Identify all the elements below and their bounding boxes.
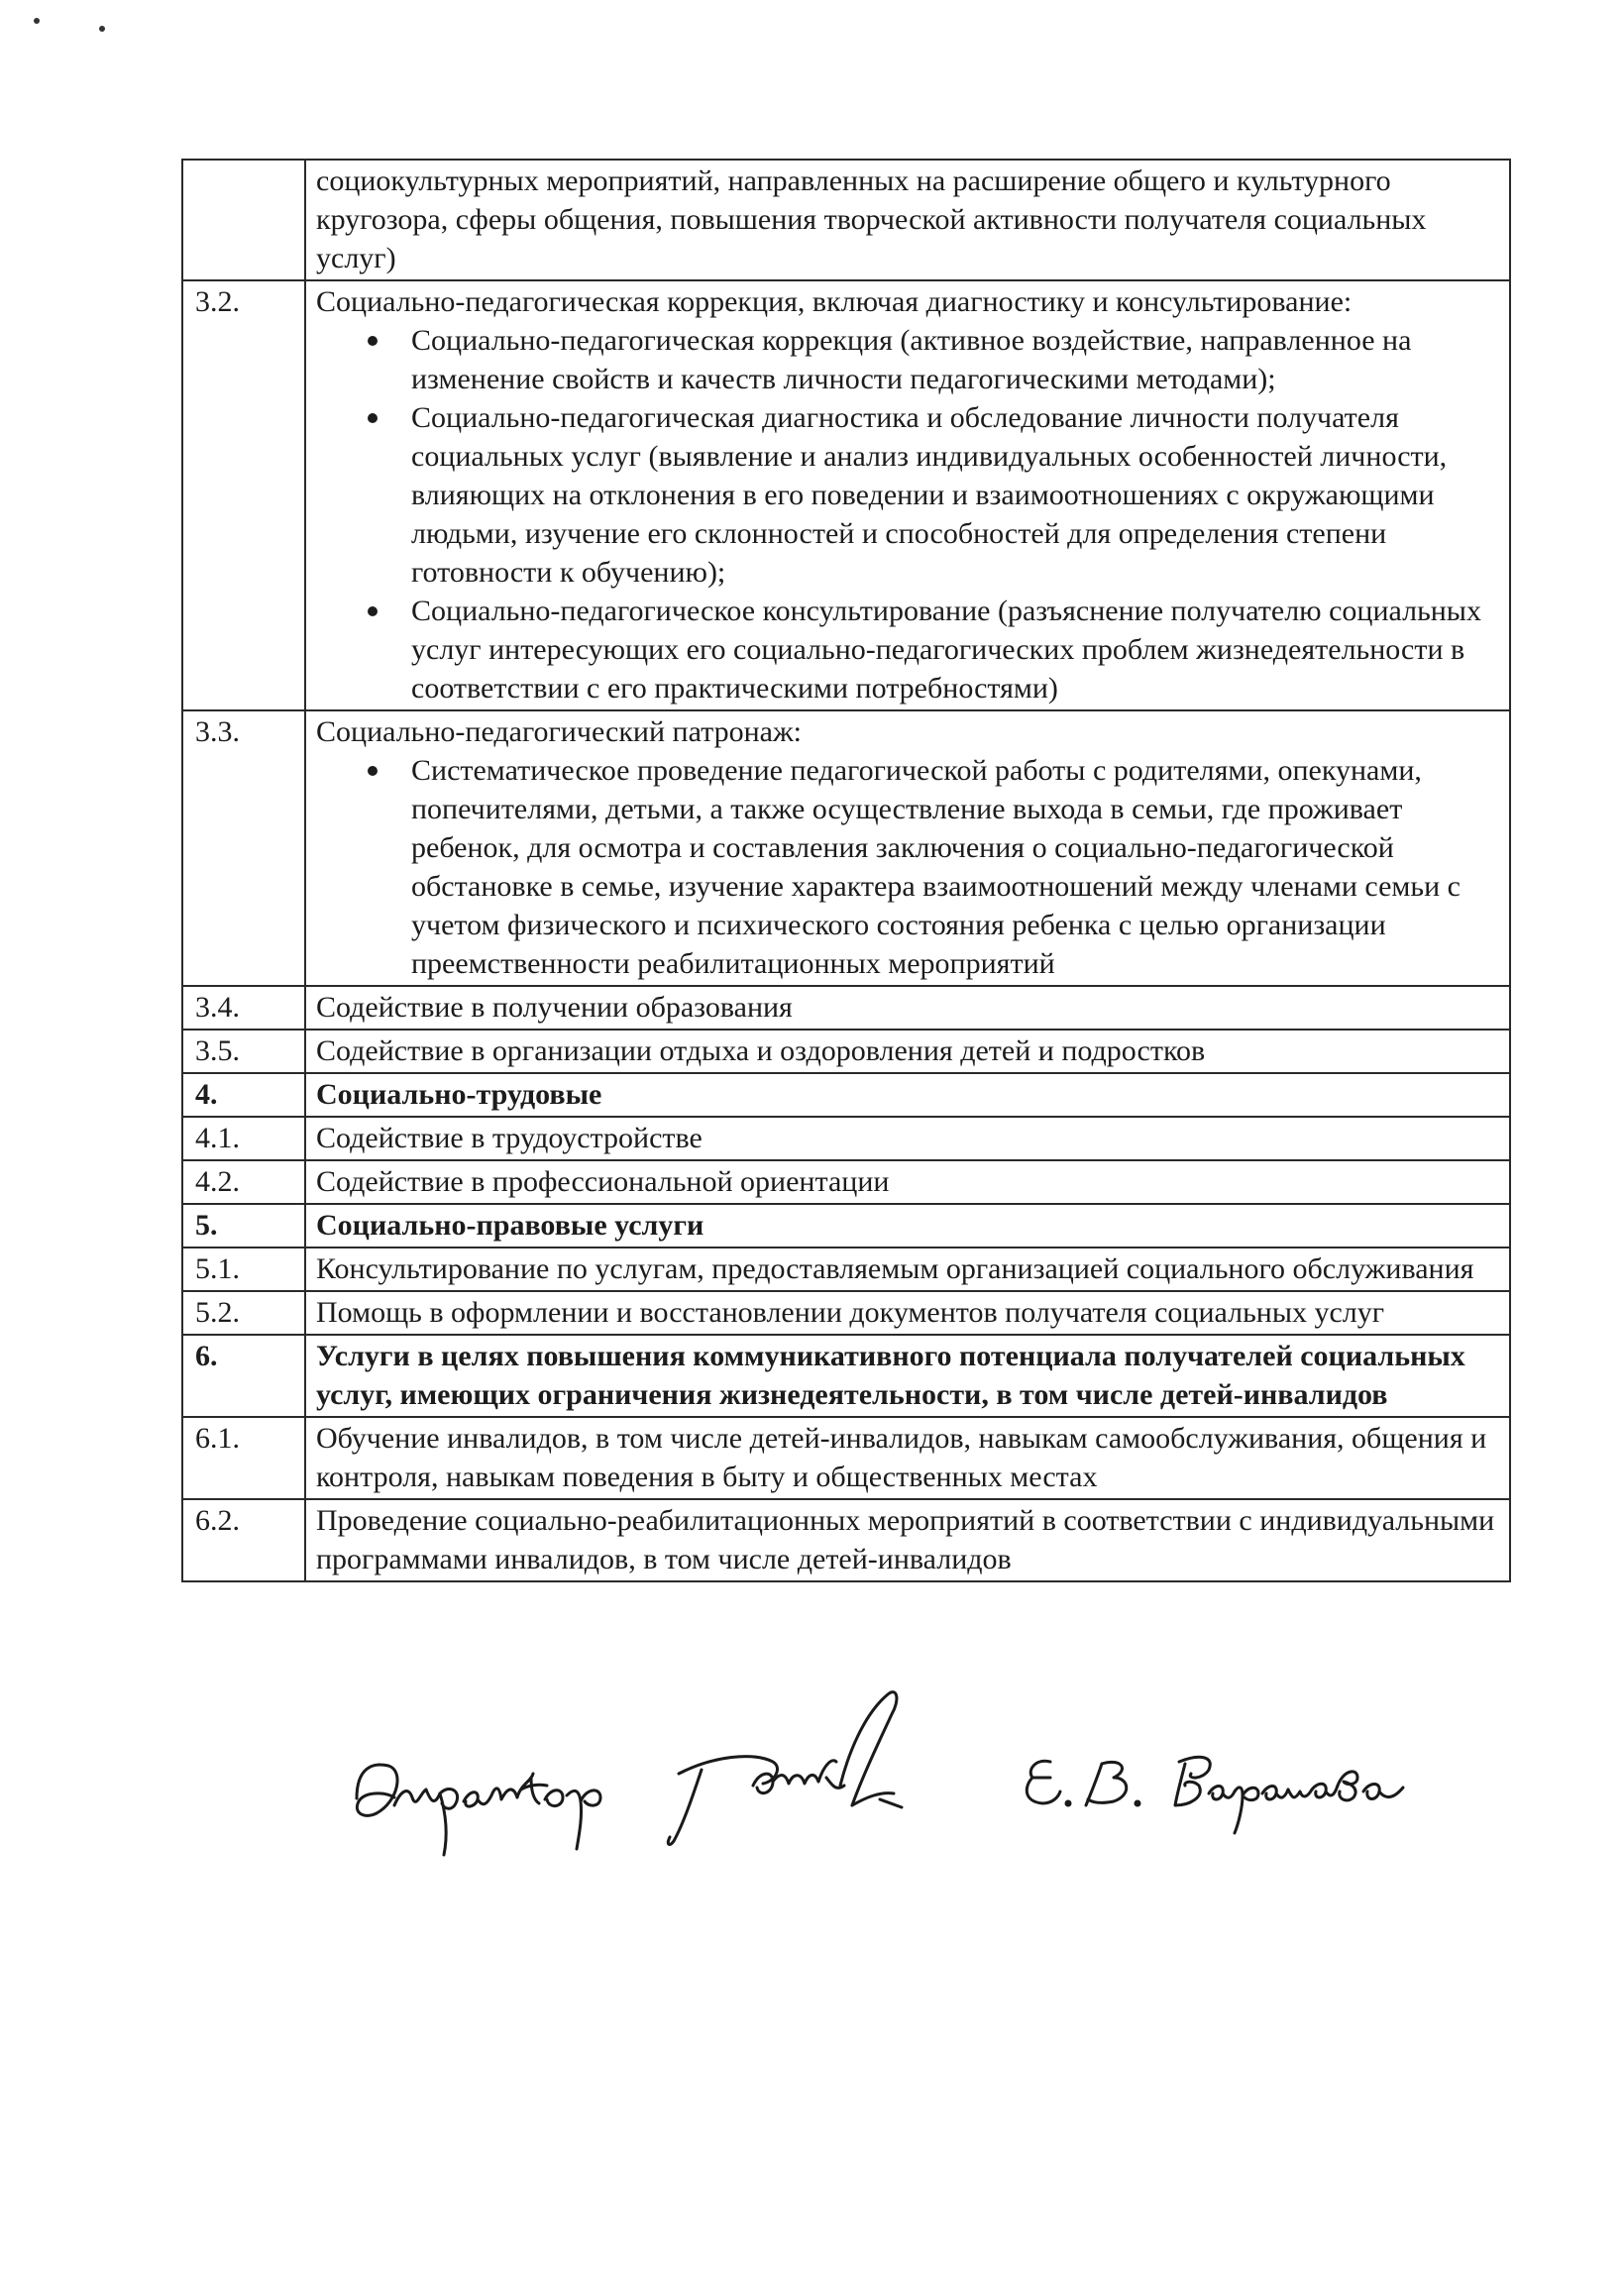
row-text: Социально-правовые услуги xyxy=(316,1209,704,1242)
row-number: 5.2. xyxy=(182,1291,305,1335)
row-number: 4. xyxy=(182,1073,305,1117)
row-text: Социально-педагогический патронаж: xyxy=(316,715,803,748)
row-content xyxy=(305,1499,1510,1581)
table-row xyxy=(182,1160,1510,1204)
bullet-list xyxy=(316,321,1499,707)
table-row xyxy=(182,280,1510,710)
scan-speck xyxy=(34,18,40,24)
row-number: 3.4. xyxy=(182,986,305,1030)
row-text: Содействие в организации отдыха и оздоровления детей и подростков xyxy=(316,1034,1206,1067)
table-row xyxy=(182,1291,1510,1335)
row-text: Содействие в получении образования xyxy=(316,991,793,1024)
row-text: Социально-педагогическая коррекция, включая диагностику и консультирование: xyxy=(316,285,1353,318)
table-row xyxy=(182,160,1510,280)
row-text: Обучение инвалидов, в том числе детей-инвалидов, навыкам самообслуживания, общения и контроля, навыкам поведения в быту и общественных местах xyxy=(316,1422,1487,1493)
table-row xyxy=(182,1073,1510,1117)
row-text: Социально-трудовые xyxy=(316,1078,602,1111)
row-number: 3.3. xyxy=(182,710,305,986)
table-row xyxy=(182,1417,1510,1499)
row-content xyxy=(305,1247,1510,1291)
row-content xyxy=(305,1335,1510,1417)
row-number: 4.2. xyxy=(182,1160,305,1204)
row-number: 4.1. xyxy=(182,1117,305,1160)
row-content xyxy=(305,986,1510,1030)
scan-speck xyxy=(99,26,105,32)
row-number: 6.1. xyxy=(182,1417,305,1499)
table-row xyxy=(182,1030,1510,1073)
row-number: 6.2. xyxy=(182,1499,305,1581)
table-row xyxy=(182,1117,1510,1160)
table-row xyxy=(182,986,1510,1030)
bullet-item: Социально-педагогическое консультирование (разъяснение получателю социальных услуг интересующих его социально-педагогических проблем жизнедеятельности в соответствии с его практическими потребностями) xyxy=(411,592,1499,707)
row-content xyxy=(305,1117,1510,1160)
row-text: Содействие в трудоустройстве xyxy=(316,1122,703,1154)
row-text: социокультурных мероприятий, направленных на расширение общего и культурного кругозора, сферы общения, повышения творческой активности получателя социальных услуг) xyxy=(316,164,1427,274)
row-content xyxy=(305,1030,1510,1073)
row-content xyxy=(305,1417,1510,1499)
table-row xyxy=(182,1247,1510,1291)
row-number: 3.5. xyxy=(182,1030,305,1073)
bullet-item: Систематическое проведение педагогической работы с родителями, опекунами, попечителями, детьми, а также осуществление выхода в семьи, где проживает ребенок, для осмотра и составления заключения о социально-педагогической обстановке в семье, изучение характера взаимоотношений между членами семьи с учетом физического и психического состояния ребенка с целью организации преемственности реабилитационных мероприятий xyxy=(411,751,1499,983)
row-number xyxy=(182,160,305,280)
row-text: Проведение социально-реабилитационных мероприятий в соответствии с индивидуальными программами инвалидов, в том числе детей-инвалидов xyxy=(316,1504,1495,1575)
table-row xyxy=(182,1499,1510,1581)
bullet-item: Социально-педагогическая коррекция (активное воздействие, направленное на изменение свойств и качеств личности педагогическими методами); xyxy=(411,321,1499,398)
table-row xyxy=(182,1335,1510,1417)
row-content xyxy=(305,710,1510,986)
services-table xyxy=(181,159,1511,1582)
row-content xyxy=(305,160,1510,280)
handwritten-title-director xyxy=(357,1765,600,1855)
bullet-item: Социально-педагогическая диагностика и обследование личности получателя социальных услуг (выявление и анализ индивидуальных особенностей личности, влияющих на отклонения в его поведении и взаимоотношениях с окружающими людьми, изучение его склонностей и способностей для определения степени готовности к обучению); xyxy=(411,398,1499,592)
table-row xyxy=(182,710,1510,986)
row-number: 5. xyxy=(182,1204,305,1247)
row-content xyxy=(305,280,1510,710)
handwritten-signature xyxy=(668,1692,902,1845)
row-text: Содействие в профессиональной ориентации xyxy=(316,1165,890,1198)
row-number: 3.2. xyxy=(182,280,305,710)
signature-block xyxy=(337,1675,1457,1873)
row-number: 6. xyxy=(182,1335,305,1417)
row-text: Консультирование по услугам, предоставляемым организацией социального обслуживания xyxy=(316,1252,1474,1285)
table-row xyxy=(182,1204,1510,1247)
row-content xyxy=(305,1160,1510,1204)
row-content xyxy=(305,1073,1510,1117)
handwritten-name xyxy=(1027,1757,1403,1833)
row-content xyxy=(305,1291,1510,1335)
row-content xyxy=(305,1204,1510,1247)
row-text: Помощь в оформлении и восстановлении документов получателя социальных услуг xyxy=(316,1296,1385,1329)
bullet-list xyxy=(316,751,1499,983)
row-number: 5.1. xyxy=(182,1247,305,1291)
row-text: Услуги в целях повышения коммуникативного потенциала получателей социальных услуг, имеющих ограничения жизнедеятельности, в том числе детей-инвалидов xyxy=(316,1340,1465,1411)
